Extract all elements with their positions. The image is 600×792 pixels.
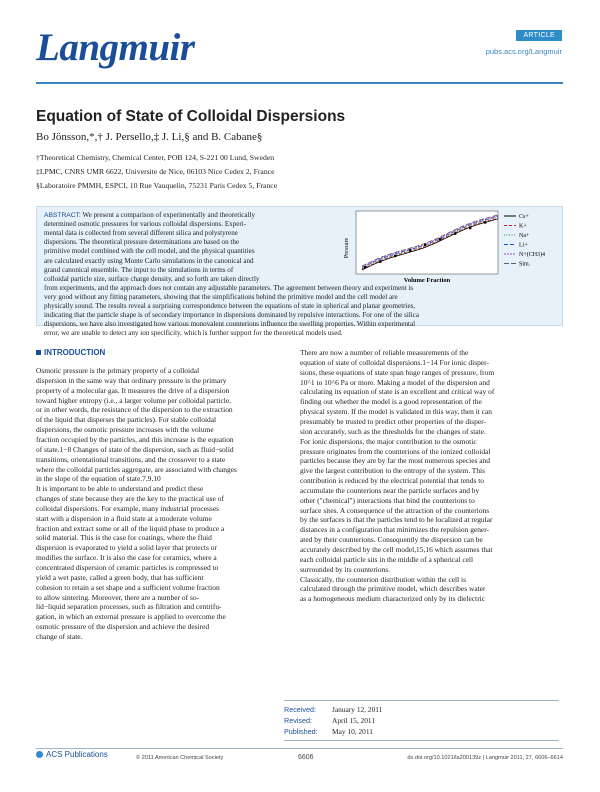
toc-data-point — [439, 238, 441, 240]
body-text-line: surface sites. A consequence of the attraction of the counterions — [300, 505, 490, 515]
body-text-line: fraction and extract some or all of the liquid phase to produce a — [36, 523, 225, 533]
body-text-line: of the liquid that disperses the particles). For stable colloidal — [36, 415, 217, 425]
abstract-line: colloidal particle size, surface charge density, and so forth are taken directly — [44, 274, 260, 283]
toc-graphic — [342, 210, 560, 284]
body-text-line: osmotic pressure of the dispersion and achieve the desired — [36, 622, 210, 632]
body-text-line: accurately described by the cell model,15,16 which assumes that — [300, 545, 493, 554]
body-text-line: pressure originates from the counterions of the ionized colloidal — [300, 446, 491, 456]
body-text-line: give the largest contribution to the entropy of the system. This — [300, 466, 486, 476]
footer-copyright: © 2011 American Chemical Society — [136, 755, 224, 761]
body-text-line: 10^1 to 10^6 Pa or more. Making a model of the dispersion and — [300, 377, 490, 387]
abstract-line: determined osmotic pressures for various colloidal dispersions. Experi- — [44, 220, 247, 229]
body-text-line: Osmotic pressure is the primary property of a colloidal — [36, 366, 200, 375]
toc-legend — [504, 214, 545, 268]
author-list: Bo Jönsson,*,† J. Persello,‡ J. Li,§ and B. Cabane§ — [36, 131, 263, 143]
date-received: Received: January 12, 2011 — [284, 705, 383, 714]
toc-legend-label: Na+ — [519, 233, 530, 239]
toc-legend-label: K+ — [519, 223, 527, 230]
body-text-line: yield a wet paste, called a green body, that has sufficient — [36, 572, 204, 582]
body-text-line: change of state. — [36, 631, 83, 641]
body-text-line: other ("chemical") interactions that bind the counterions to — [300, 495, 475, 505]
body-text-line: equation of state of colloidal dispersions.1−14 For ionic disper- — [300, 357, 489, 367]
body-text-line: of state.1−8 Changes of state of the dispersion, such as fluid−solid — [36, 444, 234, 454]
toc-data-point — [379, 260, 381, 262]
body-text-line: For ionic dispersions, the major contribution to the osmotic — [300, 436, 477, 446]
date-revised: Revised: April 15, 2011 — [284, 716, 376, 725]
body-text-line: calculated through the primitive model, which describes water — [300, 584, 486, 594]
body-text-line: accumulate the counterions near the particle surfaces and by — [300, 485, 480, 495]
toc-plot-frame — [356, 211, 498, 274]
toc-data-point — [484, 221, 486, 223]
body-text-line: contribution is reduced by the electrical potential that tends to — [300, 476, 485, 486]
toc-legend-label: Li+ — [519, 242, 528, 249]
body-text-line: gation, in which an external pressure is applied to overcome the — [36, 612, 226, 622]
body-text-line: ated by their counterions. Consequently the dispersion can be — [300, 535, 483, 545]
body-text-line: transitions, orientational transitions, and the crossover to a state — [36, 454, 226, 464]
body-text-line: in the slope of the equation of state.7,9,10 — [36, 474, 161, 484]
body-text-line: physical system. If the model is validated in this way, then it can — [300, 407, 493, 417]
body-text-line: distances in a configuration that minimizes the repulsion gener- — [300, 525, 490, 535]
abstract-line: primitive model combined with the cell model, and the physical quantities — [44, 247, 255, 256]
body-text-line: sion accurately, such as the thresholds for the changes of state. — [300, 426, 486, 436]
body-text-line: It is important to be able to understand and predict these — [36, 484, 204, 494]
body-text-line: start with a dispersion in a fluid state at a moderate volume — [36, 513, 212, 523]
body-text-line: modifies the surface. It is also the case for ceramics, where a — [36, 553, 217, 563]
body-text-line: lid−liquid separation processes, such as filtration and centrifu- — [36, 602, 222, 612]
abstract-line: error, we are unable to detect any ion specificity, which is further support for the theoretical models used. — [44, 329, 343, 338]
publication-dates — [284, 700, 559, 741]
toc-data-point — [454, 232, 456, 234]
date-published: Published: May 10, 2011 — [284, 727, 373, 736]
body-text-line: Classically, the counterion distribution within the cell is — [300, 574, 467, 584]
affiliation-1: †Theoretical Chemistry, Chemical Center, POB 124, S-221 00 Lund, Sweden — [36, 153, 275, 162]
abstract-label: ABSTRACT: — [44, 212, 81, 219]
toc-data-point — [394, 255, 396, 257]
body-text-line: property of a molecular gas. It measures the drive of a dispersion — [36, 385, 230, 395]
body-text-line: concentrated dispersion of ceramic particles is compressed to — [36, 563, 219, 572]
body-text-line: as a homogeneous medium characterized only by its dielectric — [300, 594, 486, 604]
toc-data-point — [409, 249, 411, 251]
body-text-line: or in other words, the resistance of the dispersion to the extraction — [36, 405, 233, 415]
body-text-line: calculating its equation of state is an excellent and critical way of — [300, 387, 495, 397]
toc-data-point — [424, 244, 426, 246]
toc-legend-label: Cs+ — [519, 214, 529, 220]
body-text-line: where the colloidal particles aggregate, are associated with changes — [36, 464, 237, 474]
body-text-line: dispersion is evaporated to yield a solid layer that protects or — [36, 543, 217, 553]
section-heading-introduction: INTRODUCTION — [36, 348, 105, 357]
toc-data-point — [469, 227, 471, 229]
body-text-line: dispersion in the same way that ordinary pressure is the primary — [36, 375, 227, 385]
abstract-line: dispersions, we have also investigated how various monovalent counterions influence the swelling properties. Within experimental — [44, 320, 416, 329]
toc-legend-label: N+(CH3)4 — [519, 252, 546, 258]
abstract-line: from experiments, and the approach does not contain any adjustable parameters. The agreement between theory and experiment is — [44, 283, 414, 292]
body-text-line: There are now a number of reliable measurements of the — [300, 348, 469, 357]
abstract-line: indicating that the particle shape is of secondary importance in dispersions dominated by repulsive interactions. For one of the silica — [44, 311, 420, 320]
toc-ylabel: Pressure — [344, 237, 350, 259]
body-text-line: changes of state because they are the key to the practical use of — [36, 494, 224, 504]
section-bullet-icon — [36, 350, 41, 355]
footer-doi-link[interactable]: dx.doi.org/10.1021/la200139z | Langmuir 2011, 27, 6606–6614 — [407, 755, 563, 761]
affiliation-2: ‡LPMC, CNRS UMR 6622, Universite de Nice, 06103 Nice Cedex 2, France — [36, 167, 275, 176]
body-text-line: particles because they are by far the most numerous species and — [300, 456, 490, 466]
journal-title: Langmuir — [36, 26, 195, 69]
abstract-line: very good without any fitting parameters, showing that the simplifications behind the primitive model and the cell model are — [44, 292, 398, 301]
body-text-line: toward higher entropy (i.e., a larger volume per colloidal particle, — [36, 395, 232, 405]
body-text-line: presumably be trusted to predict other properties of the disper- — [300, 416, 486, 426]
abstract-line: mental data is collected from several different silica and polystyrene — [44, 229, 238, 238]
abstract-line: ABSTRACT: We present a comparison of experimentally and theoretically — [44, 211, 256, 219]
journal-url-link[interactable]: pubs.acs.org/Langmuir — [485, 47, 562, 56]
paper-title: Equation of State of Colloidal Dispersions — [36, 108, 346, 125]
body-text-line: finding out whether the model is a good representation of the — [300, 397, 482, 407]
toc-data-point — [364, 266, 366, 268]
body-text-line: sions, these equations of state span huge ranges of pressure, from — [300, 367, 495, 377]
abstract-line: grand canonical ensemble. The input to the simulations in terms of — [44, 265, 234, 274]
abstract-line: dispersions. The theoretical pressure determinations are based on the — [44, 238, 240, 247]
body-text-line: solid material. This is the case for coatings, where the fluid — [36, 533, 212, 543]
body-text-line: dispersions, the osmotic pressure increases with the volume — [36, 425, 214, 435]
body-text-line: surrounded by its counterions. — [300, 564, 391, 574]
body-text-line: cohesion to retain a set shape and a sufficient volume fraction — [36, 582, 220, 592]
body-text-line: to allow sintering. Moreover, there are a number of so- — [36, 592, 200, 602]
acs-publications-logo: ACS Publications — [36, 750, 108, 759]
body-text-line: each colloidal particle sits in the middle of a spherical cell — [300, 554, 474, 564]
body-text-line: by the surfaces is that the particles tend to be localized at regular — [300, 515, 493, 525]
abstract-line: are calculated exactly using Monte Carlo simulations in the canonical and — [44, 256, 254, 265]
footer-rule — [36, 748, 563, 749]
toc-legend-label: Sim. — [519, 261, 531, 268]
article-badge: ARTICLE — [516, 30, 562, 41]
footer-page-number: 6606 — [298, 754, 314, 761]
acs-logo-icon — [36, 751, 43, 758]
body-text-line: fraction occupied by the particles, and this increase is the equation — [36, 434, 234, 444]
header-rule — [36, 82, 563, 84]
abstract-line: physically sound. The results reveal a surprising correspondence between the equations of state in spherical and planar geometries, — [44, 302, 416, 310]
toc-xlabel: Volume Fraction — [403, 277, 451, 284]
body-text-line: colloidal dispersions. For example, many industrial processes — [36, 503, 220, 513]
affiliation-3: §Laboratoire PMMH, ESPCI, 10 Rue Vauquelin, 75231 Paris Cedex 5, France — [36, 181, 278, 190]
